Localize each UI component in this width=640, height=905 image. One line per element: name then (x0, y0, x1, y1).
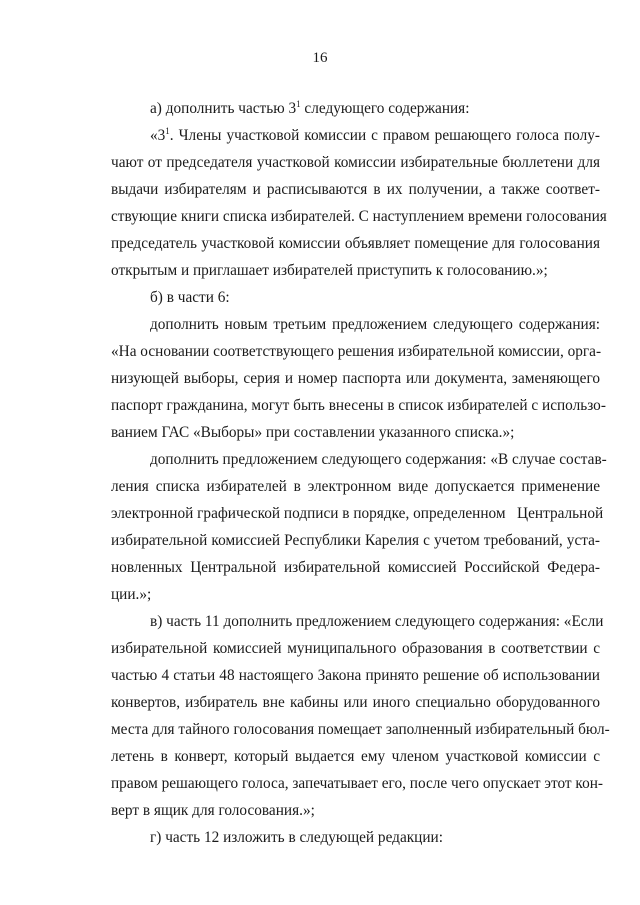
text-line: чают от председателя участковой комиссии избирательные бюллетени для (111, 154, 600, 171)
text-line: правом решающего голоса, запечатывает его, после чего опускает этот кон- (111, 775, 604, 792)
text-line: председатель участковой комиссии объявляет помещение для голосования (111, 235, 600, 252)
text-line: ления списка избирателей в электронном виде допускается применение (111, 478, 600, 495)
text-line: «На основании соответствующего решения избирательной комиссии, орга- (111, 343, 602, 360)
text-line: ванием ГАС «Выборы» при составлении указанного списка.»; (111, 424, 515, 441)
text-line: «$3^1$. Члены участковой комиссии с правом решающего голоса полу- (150, 126, 600, 144)
text-line: летень в конверт, который выдается ему членом участковой комиссии с (111, 748, 600, 765)
text-line: г) часть 12 изложить в следующей редакции: (150, 829, 443, 846)
text-line: избирательной комиссией Республики Карелия с учетом требований, уста- (111, 532, 600, 549)
page-number: 16 (312, 50, 328, 66)
text-line: места для тайного голосования помещает заполненный избирательный бюл- (111, 721, 610, 738)
text-line: ции.»; (111, 586, 152, 603)
text-line: паспорт гражданина, могут быть внесены в список избирателей с использо- (111, 397, 606, 414)
text-line: выдачи избирателям и расписываются в их получении, а также соответ- (111, 181, 600, 198)
text-line: частью 4 статьи 48 настоящего Закона принято решение об использовании (111, 667, 600, 684)
text-line: а) дополнить частью $3^1$ следующего содержания: (150, 99, 470, 117)
text-line: б) в части 6: (150, 289, 230, 306)
text-line: ствующие книги списка избирателей. С наступлением времени голосования (111, 208, 607, 225)
text-line: верт в ящик для голосования.»; (111, 802, 315, 819)
text-line: электронной графической подписи в порядке, определенном Центральной (111, 505, 604, 522)
text-line: новленных Центральной избирательной комиссией Российской Федера- (111, 559, 600, 576)
text-line: конвертов, избиратель вне кабины или иного специально оборудованного (111, 694, 600, 711)
text-line: дополнить предложением следующего содержания: «В случае состав- (150, 451, 607, 468)
text-line: избирательной комиссией муниципального образования в соответствии с (111, 640, 600, 657)
text-line: в) часть 11 дополнить предложением следующего содержания: «Если (150, 613, 604, 630)
text-line: открытым и приглашает избирателей приступить к голосованию.»; (111, 262, 548, 279)
text-line: дополнить новым третьим предложением следующего содержания: (150, 316, 600, 333)
text-line: низующей выборы, серия и номер паспорта или документа, заменяющего (111, 370, 600, 387)
